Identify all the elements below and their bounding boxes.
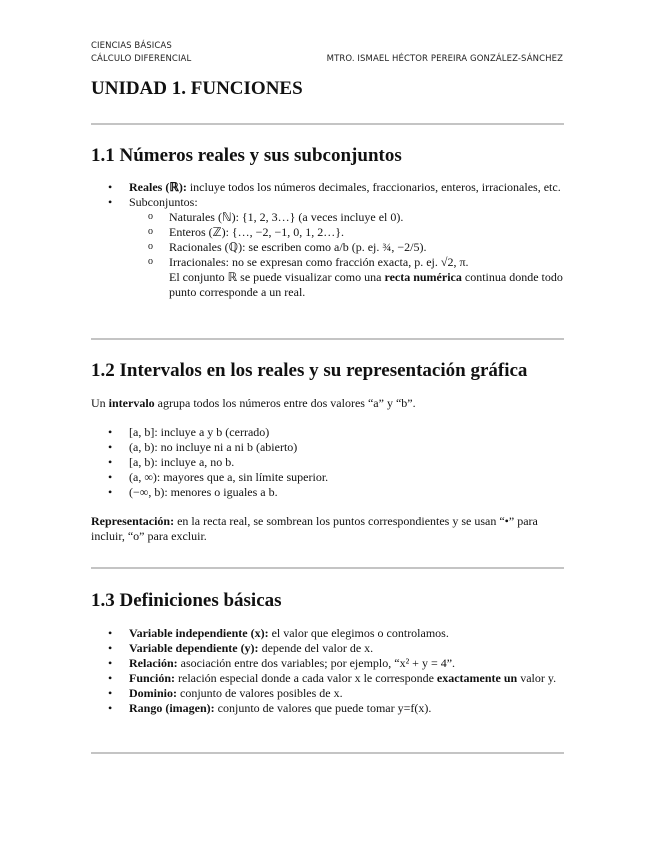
term-text: agrupa todos los números entre dos valores “a” y “b”.	[154, 396, 416, 410]
section-body-1-3	[91, 626, 564, 716]
term-text: valor y.	[517, 671, 557, 685]
sub-list-item: o Racionales (ℚ): se escriben como a/b (p. ej. ¾, −2/5).	[91, 240, 564, 255]
sub-list-item: o Enteros (ℤ): {…, −2, −1, 0, 1, 2…}.	[91, 225, 564, 240]
term-text: continua donde todo punto corresponde a un real.	[169, 270, 563, 299]
list-item	[91, 656, 564, 671]
list-item: • [a, b]: incluye a y b (cerrado)	[91, 425, 564, 440]
term-text: relación especial donde a cada valor x le corresponde	[175, 671, 437, 685]
term-label: Relación:	[129, 656, 178, 670]
section-body-1-2	[91, 425, 564, 500]
term-label: Rango (imagen):	[129, 701, 215, 715]
section-divider	[91, 338, 564, 340]
section-intro-1-2	[91, 396, 564, 411]
bullet-list	[91, 425, 564, 500]
term-bold: intervalo	[108, 396, 155, 410]
bullet-list	[91, 626, 564, 716]
list-item: • [a, b): incluye a, no b.	[91, 455, 564, 470]
section-title-1-3: 1.3 Definiciones básicas	[91, 590, 282, 611]
list-item	[91, 626, 564, 641]
list-item	[91, 180, 564, 195]
header-course: CÁLCULO DIFERENCIAL	[91, 54, 192, 64]
term-label: Variable dependiente (y):	[129, 641, 259, 655]
list-item	[91, 641, 564, 656]
section-divider	[91, 567, 564, 569]
term-text: depende del valor de x.	[258, 641, 374, 655]
list-item: • (a, ∞): mayores que a, sin límite superior.	[91, 470, 564, 485]
term-bold: Representación:	[91, 514, 175, 528]
term-text: en la recta real, se sombrean los puntos correspondientes y se usan “•” para incluir, “o” para excluir.	[91, 514, 538, 543]
list-item	[91, 195, 564, 300]
term-label: Variable independiente (x):	[129, 626, 269, 640]
term-text: el valor que elegimos o controlamos.	[268, 626, 449, 640]
list-item	[91, 671, 564, 686]
section-divider	[91, 123, 564, 125]
unit-title: UNIDAD 1. FUNCIONES	[91, 78, 303, 99]
term-text: Un	[91, 396, 109, 410]
list-item: • (a, b): no incluye ni a ni b (abierto)	[91, 440, 564, 455]
term-label: Reales (ℝ):	[129, 180, 187, 194]
term-label: Dominio:	[129, 686, 177, 700]
sub-list-item: o Naturales (ℕ): {1, 2, 3…} (a veces incluye el 0).	[91, 210, 564, 225]
list-item	[91, 701, 564, 716]
term-bold: recta numérica	[384, 270, 462, 284]
term-bold: exactamente un	[436, 671, 518, 685]
header-author: MTRO. ISMAEL HÉCTOR PEREIRA GONZÁLEZ-SÁNCHEZ	[326, 54, 563, 64]
header-department: CIENCIAS BÁSICAS	[91, 41, 172, 51]
list-item	[91, 686, 564, 701]
sub-list-item	[91, 255, 564, 300]
term-text: Irracionales: no se expresan como fracción exacta, p. ej. √2, π.	[169, 255, 469, 269]
section-title-1-1: 1.1 Números reales y sus subconjuntos	[91, 145, 402, 166]
term-label: Función:	[129, 671, 176, 685]
representation-paragraph	[91, 514, 564, 544]
bullet-list	[91, 180, 564, 300]
term-text: conjunto de valores posibles de x.	[177, 686, 343, 700]
term-text: incluye todos los números decimales, fraccionarios, enteros, irracionales, etc.	[186, 180, 561, 194]
section-title-1-2: 1.2 Intervalos en los reales y su representación gráfica	[91, 360, 528, 381]
term-text: Subconjuntos:	[129, 195, 198, 209]
section-divider	[91, 752, 564, 754]
term-text: El conjunto ℝ se puede visualizar como una	[169, 270, 385, 284]
term-text: conjunto de valores que puede tomar y=f(x).	[214, 701, 432, 715]
list-item: • (−∞, b): menores o iguales a b.	[91, 485, 564, 500]
term-text: asociación entre dos variables; por ejemplo, “x² + y = 4”.	[177, 656, 456, 670]
section-body-1-1	[91, 180, 564, 300]
sub-list	[91, 210, 564, 300]
